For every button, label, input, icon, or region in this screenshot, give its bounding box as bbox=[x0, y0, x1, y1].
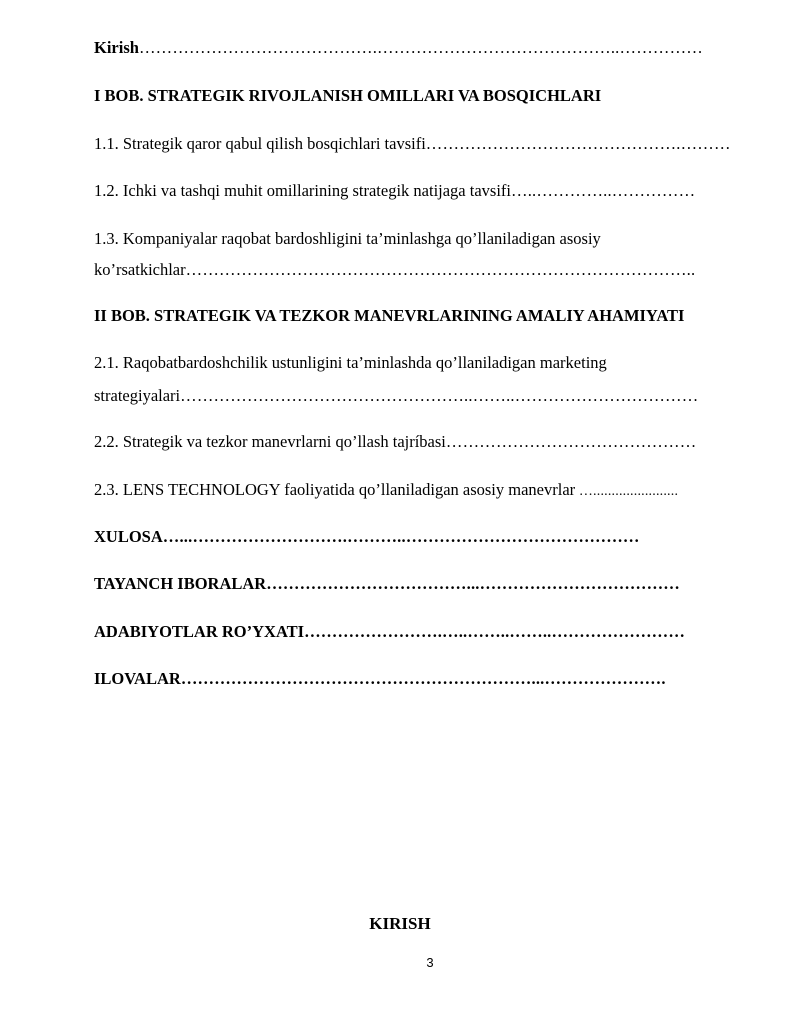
toc-title: TAYANCH IBORALAR bbox=[94, 574, 267, 593]
toc-entry-tayanch-iboralar[interactable] bbox=[94, 574, 760, 594]
toc-entry-adabiyotlar[interactable] bbox=[94, 622, 760, 642]
toc-title: 2.3. LENS TECHNOLOGY faoliyatida qo’llaniladigan asosiy manevrlar bbox=[94, 480, 576, 499]
toc-leader: ……………………………………………..……..…………………………… bbox=[180, 386, 699, 405]
toc-entry-2-1-line2[interactable] bbox=[94, 386, 760, 406]
toc-title: 2.1. Raqobatbardoshchilik ustunligini ta’minlashda qo’llaniladigan marketing bbox=[94, 353, 607, 372]
toc-entry-xulosa[interactable] bbox=[94, 527, 760, 547]
toc-entry-1-2[interactable] bbox=[94, 181, 760, 201]
toc-title: 1.3. Kompaniyalar raqobat bardoshligini ta’minlashga qo’llaniladigan asosiy bbox=[94, 229, 601, 248]
toc-leader: ……………………………………… bbox=[445, 432, 697, 451]
toc-entry-1-1[interactable] bbox=[94, 134, 760, 154]
toc-title: II BOB. STRATEGIK VA TEZKOR MANEVRLARINING AMALIY AHAMIYATI bbox=[94, 306, 685, 325]
toc-title: 2.2. Strategik va tezkor manevrlarni qo’llash tajríbasi bbox=[94, 432, 446, 451]
toc-leader: ……………………………………….……… bbox=[425, 134, 731, 153]
toc-title: XULOSA bbox=[94, 527, 163, 546]
toc-entry-kirish[interactable] bbox=[94, 38, 760, 58]
toc-leader: ……………………………………………………………………………….. bbox=[185, 260, 696, 279]
toc-entry-1-3-line2[interactable] bbox=[94, 260, 760, 280]
section-heading: KIRISH bbox=[369, 914, 431, 933]
toc-title: 1.2. Ichki va tashqi muhit omillarining strategik natijaga tavsifi bbox=[94, 181, 511, 200]
toc-title: ADABIYOTLAR RO’YXATI bbox=[94, 622, 305, 641]
toc-title: Kirish bbox=[94, 38, 139, 57]
toc-entry-2-1-line1[interactable] bbox=[94, 353, 760, 373]
toc-leader: …………………….…..……..……..…………………… bbox=[304, 622, 686, 641]
toc-entry-2-2[interactable] bbox=[94, 432, 760, 452]
toc-leader: …....................... bbox=[575, 484, 679, 499]
toc-entry-ilovalar[interactable] bbox=[94, 669, 760, 689]
toc-leader: ………………………………………………………...…………………. bbox=[180, 669, 666, 688]
toc-leader: …..…………..…………… bbox=[511, 181, 696, 200]
toc-leader: …...……………………….………..…………………………………… bbox=[162, 527, 640, 546]
toc-title: 1.1. Strategik qaror qabul qilish bosqichlari tavsifi bbox=[94, 134, 426, 153]
toc-entry-1-3-line1[interactable] bbox=[94, 229, 760, 249]
toc-chapter-2[interactable] bbox=[94, 306, 760, 326]
toc-title: I BOB. STRATEGIK RIVOJLANISH OMILLARI VA BOSQICHLARI bbox=[94, 86, 602, 105]
toc-chapter-1[interactable] bbox=[94, 86, 760, 106]
page-number: 3 bbox=[426, 955, 434, 970]
toc-leader: …………………………………….……………………………………..…………… bbox=[138, 38, 704, 57]
toc-leader: ………………………………...……………………………… bbox=[266, 574, 680, 593]
toc-title: ILOVALAR bbox=[94, 669, 181, 688]
toc-title: ko’rsatkichlar bbox=[94, 260, 186, 279]
toc-entry-2-3[interactable] bbox=[94, 480, 760, 502]
toc-title: strategiyalari bbox=[94, 386, 181, 405]
